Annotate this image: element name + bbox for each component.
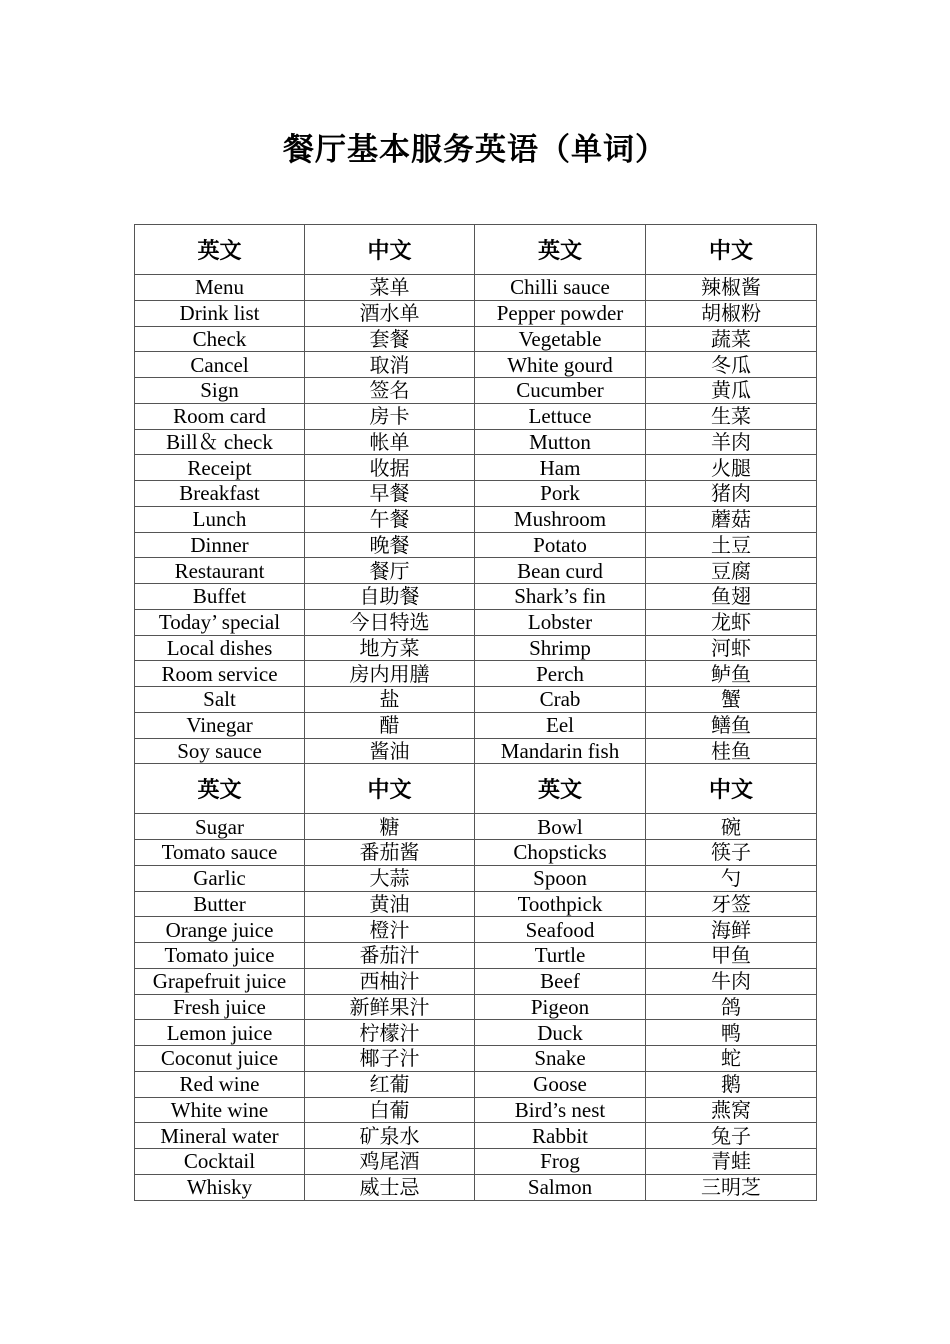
chinese-term-cell: 椰子汁 [305,1046,475,1072]
chinese-term-cell: 鱼翅 [646,584,817,610]
table-row [135,738,817,764]
chinese-term-cell: 大蒜 [305,865,475,891]
chinese-term-cell: 糖 [305,814,475,840]
english-term-cell: Lobster [475,609,646,635]
chinese-term-cell: 碗 [646,814,817,840]
english-term-cell: Perch [475,661,646,687]
table-row [135,326,817,352]
english-term-cell: Restaurant [135,558,305,584]
chinese-term-cell: 鸽 [646,994,817,1020]
chinese-term-cell: 鹅 [646,1071,817,1097]
chinese-term-cell: 三明芝 [646,1174,817,1200]
chinese-term-cell: 威士忌 [305,1174,475,1200]
table-row [135,917,817,943]
english-term-cell: Chopsticks [475,840,646,866]
chinese-term-cell: 豆腐 [646,558,817,584]
english-term-cell: Pork [475,481,646,507]
english-term-cell: Garlic [135,865,305,891]
english-term-cell: Seafood [475,917,646,943]
header-english: 英文 [475,225,646,275]
chinese-term-cell: 蔬菜 [646,326,817,352]
table-row [135,687,817,713]
table-row [135,994,817,1020]
english-term-cell: Coconut juice [135,1046,305,1072]
english-term-cell: White wine [135,1097,305,1123]
english-term-cell: Shrimp [475,635,646,661]
chinese-term-cell: 鳝鱼 [646,712,817,738]
english-term-cell: Salt [135,687,305,713]
chinese-term-cell: 黄油 [305,891,475,917]
english-term-cell: Chilli sauce [475,275,646,301]
english-term-cell: Ham [475,455,646,481]
english-term-cell: Cancel [135,352,305,378]
header-chinese: 中文 [646,225,817,275]
english-term-cell: Soy sauce [135,738,305,764]
english-term-cell: Goose [475,1071,646,1097]
table-row [135,403,817,429]
chinese-term-cell: 餐厅 [305,558,475,584]
english-term-cell: Bill＆ check [135,429,305,455]
english-term-cell: Rabbit [475,1123,646,1149]
english-term-cell: Lemon juice [135,1020,305,1046]
english-term-cell: Menu [135,275,305,301]
chinese-term-cell: 橙汁 [305,917,475,943]
english-term-cell: Duck [475,1020,646,1046]
table-row [135,1020,817,1046]
chinese-term-cell: 火腿 [646,455,817,481]
table-row [135,558,817,584]
english-term-cell: Whisky [135,1174,305,1200]
chinese-term-cell: 筷子 [646,840,817,866]
english-term-cell: Mutton [475,429,646,455]
english-term-cell: Buffet [135,584,305,610]
english-term-cell: Pigeon [475,994,646,1020]
english-term-cell: Beef [475,968,646,994]
header-english: 英文 [135,764,305,814]
table-row [135,532,817,558]
english-term-cell: Drink list [135,300,305,326]
chinese-term-cell: 蛇 [646,1046,817,1072]
chinese-term-cell: 帐单 [305,429,475,455]
english-term-cell: Pepper powder [475,300,646,326]
english-term-cell: Mandarin fish [475,738,646,764]
english-term-cell: Tomato sauce [135,840,305,866]
table-row [135,481,817,507]
english-term-cell: Crab [475,687,646,713]
vocabulary-table [134,224,817,1201]
english-term-cell: Frog [475,1149,646,1175]
table-row [135,661,817,687]
english-term-cell: Fresh juice [135,994,305,1020]
chinese-term-cell: 鸡尾酒 [305,1149,475,1175]
table-row [135,1097,817,1123]
header-english: 英文 [135,225,305,275]
chinese-term-cell: 酱油 [305,738,475,764]
english-term-cell: Tomato juice [135,943,305,969]
table-header-row [135,225,817,275]
chinese-term-cell: 柠檬汁 [305,1020,475,1046]
chinese-term-cell: 房内用膳 [305,661,475,687]
chinese-term-cell: 兔子 [646,1123,817,1149]
chinese-term-cell: 房卡 [305,403,475,429]
chinese-term-cell: 鸭 [646,1020,817,1046]
english-term-cell: Local dishes [135,635,305,661]
english-term-cell: Room card [135,403,305,429]
chinese-term-cell: 青蛙 [646,1149,817,1175]
header-chinese: 中文 [305,225,475,275]
english-term-cell: Dinner [135,532,305,558]
chinese-term-cell: 土豆 [646,532,817,558]
english-term-cell: Vegetable [475,326,646,352]
chinese-term-cell: 新鲜果汁 [305,994,475,1020]
english-term-cell: Check [135,326,305,352]
table-row [135,840,817,866]
chinese-term-cell: 甲鱼 [646,943,817,969]
table-row [135,635,817,661]
chinese-term-cell: 早餐 [305,481,475,507]
table-row [135,1149,817,1175]
table-row [135,506,817,532]
english-term-cell: Potato [475,532,646,558]
english-term-cell: Mushroom [475,506,646,532]
chinese-term-cell: 鲈鱼 [646,661,817,687]
chinese-term-cell: 菜单 [305,275,475,301]
chinese-term-cell: 自助餐 [305,584,475,610]
english-term-cell: Eel [475,712,646,738]
chinese-term-cell: 醋 [305,712,475,738]
english-term-cell: Bird’s nest [475,1097,646,1123]
chinese-term-cell: 胡椒粉 [646,300,817,326]
chinese-term-cell: 收据 [305,455,475,481]
chinese-term-cell: 黄瓜 [646,378,817,404]
chinese-term-cell: 海鲜 [646,917,817,943]
chinese-term-cell: 羊肉 [646,429,817,455]
table-row [135,1123,817,1149]
english-term-cell: Turtle [475,943,646,969]
chinese-term-cell: 午餐 [305,506,475,532]
table-row [135,584,817,610]
page-title: 餐厅基本服务英语（单词） [283,132,667,168]
chinese-term-cell: 龙虾 [646,609,817,635]
table-row [135,455,817,481]
chinese-term-cell: 酒水单 [305,300,475,326]
english-term-cell: Snake [475,1046,646,1072]
chinese-term-cell: 今日特选 [305,609,475,635]
english-term-cell: Grapefruit juice [135,968,305,994]
vocabulary-table-body [135,225,817,1201]
chinese-term-cell: 生菜 [646,403,817,429]
english-term-cell: Today’ special [135,609,305,635]
header-english: 英文 [475,764,646,814]
table-row [135,943,817,969]
chinese-term-cell: 西柚汁 [305,968,475,994]
table-row [135,891,817,917]
english-term-cell: Salmon [475,1174,646,1200]
chinese-term-cell: 勺 [646,865,817,891]
english-term-cell: Red wine [135,1071,305,1097]
chinese-term-cell: 晚餐 [305,532,475,558]
chinese-term-cell: 冬瓜 [646,352,817,378]
english-term-cell: Shark’s fin [475,584,646,610]
chinese-term-cell: 辣椒酱 [646,275,817,301]
table-row [135,352,817,378]
chinese-term-cell: 矿泉水 [305,1123,475,1149]
chinese-term-cell: 白葡 [305,1097,475,1123]
english-term-cell: Toothpick [475,891,646,917]
english-term-cell: Cocktail [135,1149,305,1175]
chinese-term-cell: 牛肉 [646,968,817,994]
table-row [135,378,817,404]
chinese-term-cell: 套餐 [305,326,475,352]
english-term-cell: Vinegar [135,712,305,738]
chinese-term-cell: 燕窝 [646,1097,817,1123]
english-term-cell: Bean curd [475,558,646,584]
chinese-term-cell: 番茄酱 [305,840,475,866]
table-row [135,712,817,738]
english-term-cell: Receipt [135,455,305,481]
english-term-cell: Cucumber [475,378,646,404]
table-row [135,609,817,635]
table-header-row [135,764,817,814]
table-row [135,300,817,326]
english-term-cell: Bowl [475,814,646,840]
header-chinese: 中文 [646,764,817,814]
english-term-cell: Mineral water [135,1123,305,1149]
english-term-cell: Butter [135,891,305,917]
table-row [135,814,817,840]
table-row [135,865,817,891]
chinese-term-cell: 蘑菇 [646,506,817,532]
header-chinese: 中文 [305,764,475,814]
english-term-cell: Lunch [135,506,305,532]
english-term-cell: Sugar [135,814,305,840]
english-term-cell: Breakfast [135,481,305,507]
table-row [135,275,817,301]
chinese-term-cell: 取消 [305,352,475,378]
chinese-term-cell: 蟹 [646,687,817,713]
chinese-term-cell: 盐 [305,687,475,713]
chinese-term-cell: 红葡 [305,1071,475,1097]
chinese-term-cell: 河虾 [646,635,817,661]
chinese-term-cell: 桂鱼 [646,738,817,764]
english-term-cell: Sign [135,378,305,404]
english-term-cell: Lettuce [475,403,646,429]
english-term-cell: Orange juice [135,917,305,943]
table-row [135,1071,817,1097]
english-term-cell: Spoon [475,865,646,891]
chinese-term-cell: 地方菜 [305,635,475,661]
chinese-term-cell: 番茄汁 [305,943,475,969]
table-row [135,1174,817,1200]
table-row [135,968,817,994]
chinese-term-cell: 牙签 [646,891,817,917]
chinese-term-cell: 猪肉 [646,481,817,507]
english-term-cell: Room service [135,661,305,687]
table-row [135,429,817,455]
chinese-term-cell: 签名 [305,378,475,404]
table-row [135,1046,817,1072]
english-term-cell: White gourd [475,352,646,378]
